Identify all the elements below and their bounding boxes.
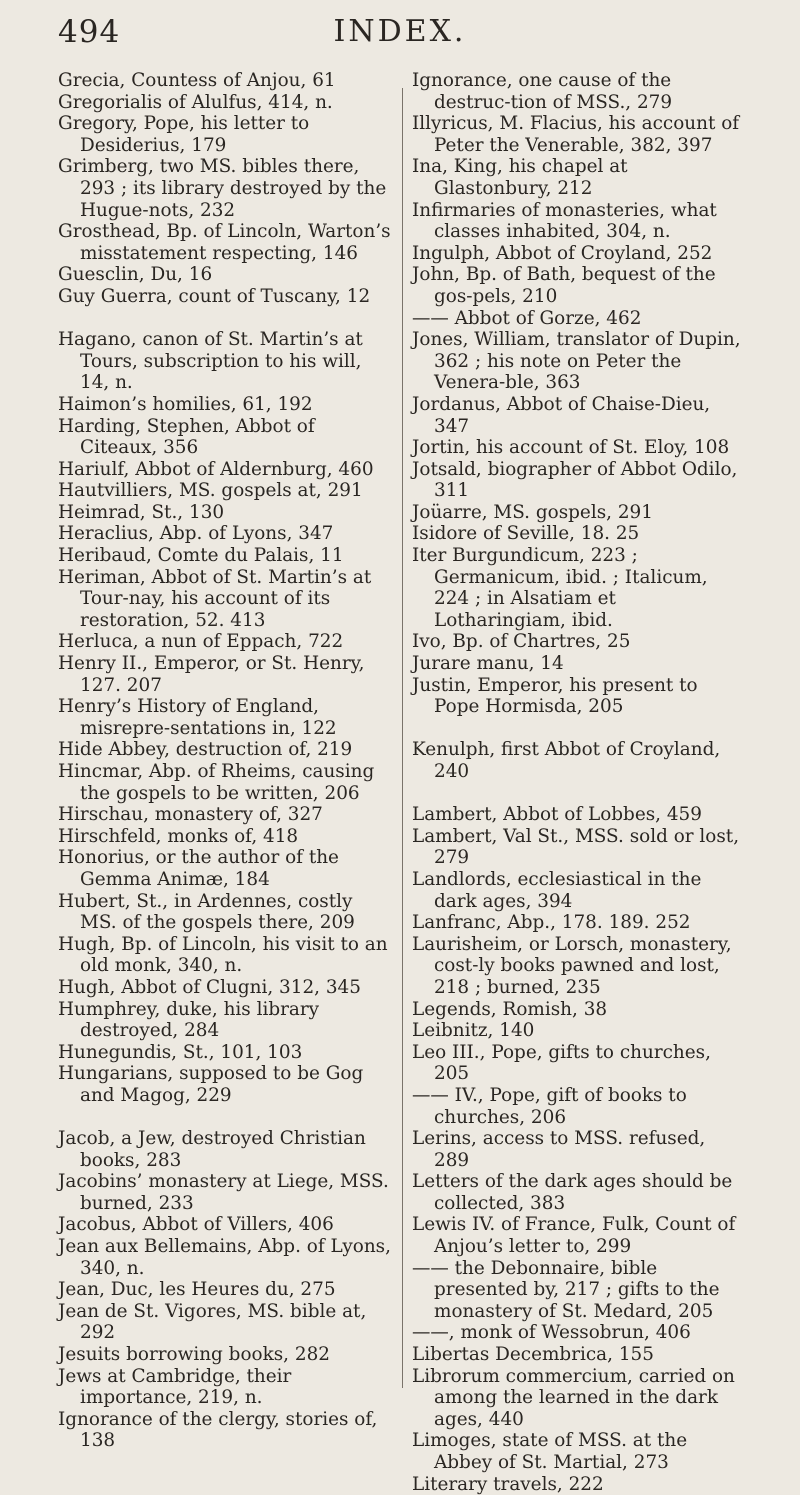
index-entry: Lambert, Val St., MSS. sold or lost, 279 [412, 825, 740, 869]
index-entry: Haimon’s homilies, 61, 192 [58, 393, 313, 415]
index-entry: Ingulph, Abbot of Croyland, 252 [412, 242, 713, 264]
index-entry: Jean aux Bellemains, Abp. of Lyons, 340, n. [58, 1236, 391, 1279]
section-gap [412, 718, 746, 740]
column-divider [402, 88, 403, 1388]
index-entry: Jortin, his account of St. Eloy, 108 [412, 437, 730, 459]
index-entry: Lanfranc, Abp., 178. 189. 252 [412, 912, 691, 934]
index-entry: Hagano, canon of St. Martin’s at Tours, subscription to his will, 14, n. [58, 329, 363, 394]
index-entry: Jotsald, biographer of Abbot Odilo, 311 [412, 458, 738, 502]
index-entry: Jews at Cambridge, their importance, 219, n. [58, 1365, 292, 1409]
index-entry: Ina, King, his chapel at Glastonbury, 212 [412, 156, 628, 199]
index-entry: Herluca, a nun of Eppach, 722 [58, 631, 344, 653]
index-entry: Humphrey, duke, his library destroyed, 284 [58, 998, 320, 1042]
index-entry: Hugh, Bp. of Lincoln, his visit to an old monk, 340, n. [58, 933, 388, 977]
index-entry: Hirschau, monastery of, 327 [58, 804, 323, 826]
section-gap [412, 783, 746, 805]
index-entry: Isidore of Seville, 18. 25 [412, 523, 640, 545]
index-entry: Hautvilliers, MS. gospels at, 291 [58, 480, 363, 502]
index-entry: Grecia, Countess of Anjou, 61 [58, 70, 336, 91]
index-entry: Gregory, Pope, his letter to Desiderius, 179 [58, 113, 310, 156]
index-entry: Grimberg, two MS. bibles there, 293 ; its library destroyed by the Hugue-nots, 232 [58, 156, 387, 221]
index-entry: John, Bp. of Bath, bequest of the gos-pels, 210 [412, 264, 716, 307]
index-entry: Joüarre, MS. gospels, 291 [412, 501, 653, 523]
index-entry: Jacobus, Abbot of Villers, 406 [58, 1214, 334, 1236]
index-entry: Leibnitz, 140 [412, 1020, 535, 1042]
page-number: 494 [58, 14, 121, 50]
index-entry: Heriman, Abbot of St. Martin’s at Tour-nay, his account of its restoration, 52. 413 [58, 566, 372, 631]
index-entry: Henry II., Emperor, or St. Henry, 127. 207 [58, 653, 365, 696]
section-gap [58, 1107, 392, 1129]
index-entry: Guy Guerra, count of Tuscany, 12 [58, 285, 371, 307]
index-entry: Hide Abbey, destruction of, 219 [58, 739, 353, 761]
index-entry: Jean de St. Vigores, MS. bible at, 292 [58, 1300, 367, 1344]
index-entry: —— the Debonnaire, bible presented by, 217 ; gifts to the monastery of St. Medard, 205 [412, 1257, 720, 1322]
index-entry: Gregorialis of Alulfus, 414, n. [58, 91, 333, 113]
index-entry: Infirmaries of monasteries, what classes inhabited, 304, n. [412, 199, 717, 243]
index-entry: Ivo, Bp. of Chartres, 25 [412, 631, 631, 653]
index-entry: Hunegundis, St., 101, 103 [58, 1041, 303, 1063]
index-entry: Hungarians, supposed to be Gog and Magog, 229 [58, 1063, 364, 1106]
index-entry: Hubert, St., in Ardennes, costly MS. of the gospels there, 209 [58, 890, 355, 934]
index-entry: Henry’s History of England, misrepre-sentations in, 122 [58, 696, 337, 739]
index-entry: Justin, Emperor, his present to Pope Hormisda, 205 [412, 674, 698, 718]
index-entry: Hugh, Abbot of Clugni, 312, 345 [58, 976, 361, 998]
index-column-left [58, 70, 392, 1452]
index-entry: Leo III., Pope, gifts to churches, 205 [412, 1041, 711, 1085]
index-entry: Illyricus, M. Flacius, his account of Peter the Venerable, 382, 397 [412, 113, 740, 156]
index-entry: Jacob, a Jew, destroyed Christian books, 283 [58, 1128, 366, 1171]
index-entry: Iter Burgundicum, 223 ; Germanicum, ibid. ; Italicum, 224 ; in Alsatiam et Lotharingiam, ibid. [412, 545, 708, 631]
index-column-right [412, 70, 746, 1495]
index-entry: Jean, Duc, les Heures du, 275 [58, 1279, 336, 1301]
section-gap [58, 308, 392, 330]
index-entry: Grosthead, Bp. of Lincoln, Warton’s misstatement respecting, 146 [58, 221, 391, 264]
index-entry: Jesuits borrowing books, 282 [58, 1344, 330, 1366]
index-entry: Hariulf, Abbot of Aldernburg, 460 [58, 458, 374, 480]
index-entry: Landlords, ecclesiastical in the dark ages, 394 [412, 868, 702, 912]
index-entry: Limoges, state of MSS. at the Abbey of St. Martial, 273 [412, 1430, 688, 1473]
index-entry: Guesclin, Du, 16 [58, 264, 213, 286]
index-entry: Lewis IV. of France, Fulk, Count of Anjou’s letter to, 299 [412, 1214, 736, 1258]
index-entry: Jordanus, Abbot of Chaise-Dieu, 347 [412, 393, 711, 437]
running-head-title: INDEX. [333, 14, 467, 49]
index-entry: Heribaud, Comte du Palais, 11 [58, 545, 344, 567]
index-entry: Jurare manu, 14 [412, 653, 564, 675]
index-entry: Kenulph, first Abbot of Croyland, 240 [412, 739, 721, 782]
index-entry: Libertas Decembrica, 155 [412, 1344, 654, 1366]
index-entry: Literary travels, 222 [412, 1473, 604, 1495]
index-entry: Ignorance, one cause of the destruc-tion of MSS., 279 [412, 70, 673, 113]
index-entry: Lerins, access to MSS. refused, 289 [412, 1128, 706, 1171]
index-entry: Jones, William, translator of Dupin, 362 ; his note on Peter the Venera-ble, 363 [412, 329, 741, 394]
index-entry: —— IV., Pope, gift of books to churches, 206 [412, 1084, 687, 1128]
index-entry: Legends, Romish, 38 [412, 998, 608, 1020]
index-entry: Laurisheim, or Lorsch, monastery, cost-ly books pawned and lost, 218 ; burned, 235 [412, 933, 732, 998]
index-entry: Hirschfeld, monks of, 418 [58, 825, 299, 847]
index-entry: Honorius, or the author of the Gemma Animæ, 184 [58, 847, 339, 890]
page-header [0, 10, 800, 58]
index-entry: Hincmar, Abp. of Rheims, causing the gospels to be written, 206 [58, 761, 375, 804]
index-entry: Heimrad, St., 130 [58, 501, 225, 523]
index-entry: —— Abbot of Gorze, 462 [412, 307, 642, 329]
index-entry: ——, monk of Wessobrun, 406 [412, 1322, 691, 1344]
index-entry: Ignorance of the clergy, stories of, 138 [58, 1408, 378, 1452]
index-entry: Jacobins’ monastery at Liege, MSS. burned, 233 [58, 1171, 389, 1214]
index-entry: Letters of the dark ages should be collected, 383 [412, 1171, 733, 1214]
index-entry: Heraclius, Abp. of Lyons, 347 [58, 523, 334, 545]
index-entry: Librorum commercium, carried on among the learned in the dark ages, 440 [412, 1365, 735, 1430]
index-entry: Lambert, Abbot of Lobbes, 459 [412, 804, 702, 826]
index-entry: Harding, Stephen, Abbot of Citeaux, 356 [58, 415, 315, 459]
